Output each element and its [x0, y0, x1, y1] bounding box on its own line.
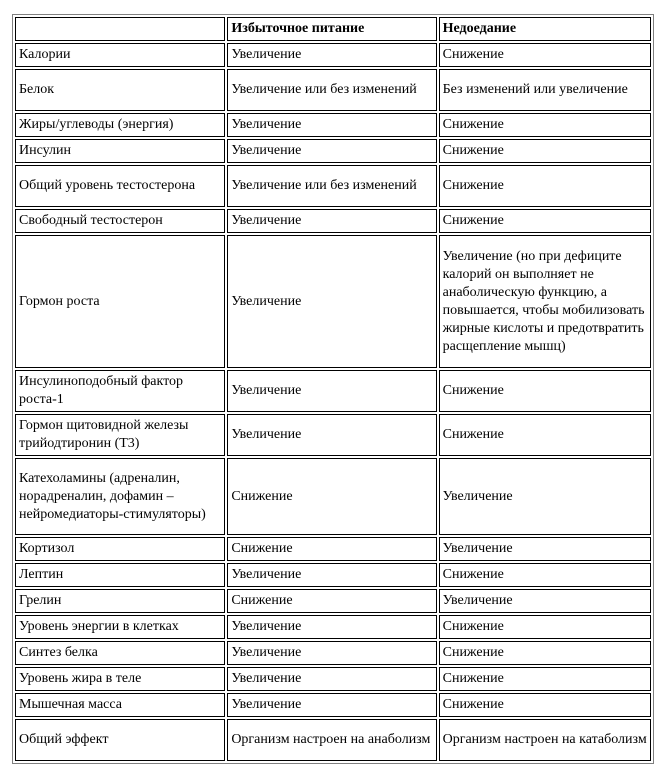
overeating-cell: Увеличение	[227, 235, 436, 368]
undereating-cell: Увеличение	[439, 589, 651, 613]
comparison-table	[12, 14, 654, 764]
table-row	[15, 693, 651, 717]
undereating-cell: Организм настроен на катаболизм	[439, 719, 651, 761]
overeating-cell: Увеличение	[227, 563, 436, 587]
table-row	[15, 667, 651, 691]
undereating-cell: Снижение	[439, 139, 651, 163]
overeating-cell: Увеличение	[227, 113, 436, 137]
table-row	[15, 139, 651, 163]
parameter-cell: Лептин	[15, 563, 225, 587]
table-row	[15, 458, 651, 535]
overeating-cell: Организм настроен на анаболизм	[227, 719, 436, 761]
undereating-cell: Снижение	[439, 370, 651, 412]
parameter-cell: Гормон щитовидной железы трийодтиронин (Т3)	[15, 414, 225, 456]
overeating-cell: Снижение	[227, 458, 436, 535]
overeating-cell: Увеличение или без изменений	[227, 69, 436, 111]
undereating-cell: Снижение	[439, 667, 651, 691]
undereating-cell: Снижение	[439, 693, 651, 717]
parameter-cell: Уровень жира в теле	[15, 667, 225, 691]
undereating-cell: Без изменений или увеличение	[439, 69, 651, 111]
overeating-cell: Увеличение	[227, 693, 436, 717]
undereating-cell: Снижение	[439, 113, 651, 137]
table-row	[15, 641, 651, 665]
table-row	[15, 113, 651, 137]
overeating-cell: Увеличение	[227, 370, 436, 412]
table-row	[15, 69, 651, 111]
undereating-cell: Снижение	[439, 563, 651, 587]
undereating-cell: Увеличение	[439, 537, 651, 561]
table-row	[15, 370, 651, 412]
parameter-cell: Общий уровень тестостерона	[15, 165, 225, 207]
parameter-cell: Мышечная масса	[15, 693, 225, 717]
table-row	[15, 414, 651, 456]
table-header-row	[15, 17, 651, 41]
comparison-table-wrapper	[12, 14, 654, 764]
table-row	[15, 563, 651, 587]
parameter-cell: Свободный тестостерон	[15, 209, 225, 233]
overeating-cell: Увеличение или без изменений	[227, 165, 436, 207]
undereating-cell: Снижение	[439, 165, 651, 207]
parameter-cell: Инсулиноподобный фактор роста-1	[15, 370, 225, 412]
parameter-cell: Грелин	[15, 589, 225, 613]
overeating-cell: Увеличение	[227, 667, 436, 691]
table-row	[15, 719, 651, 761]
undereating-cell: Снижение	[439, 641, 651, 665]
undereating-cell: Увеличение	[439, 458, 651, 535]
header-cell-undereating: Недоедание	[439, 17, 651, 41]
table-row	[15, 235, 651, 368]
undereating-cell: Увеличение (но при дефиците калорий он выполняет не анаболическую функцию, а повышается, чтобы мобилизовать жирные кислоты и предотвратить расщепление мышц)	[439, 235, 651, 368]
overeating-cell: Увеличение	[227, 139, 436, 163]
overeating-cell: Снижение	[227, 589, 436, 613]
parameter-cell: Инсулин	[15, 139, 225, 163]
undereating-cell: Снижение	[439, 615, 651, 639]
overeating-cell: Увеличение	[227, 414, 436, 456]
parameter-cell: Катехоламины (адреналин, норадреналин, дофамин – нейромедиаторы-стимуляторы)	[15, 458, 225, 535]
parameter-cell: Калории	[15, 43, 225, 67]
overeating-cell: Увеличение	[227, 615, 436, 639]
parameter-cell: Общий эффект	[15, 719, 225, 761]
undereating-cell: Снижение	[439, 414, 651, 456]
overeating-cell: Увеличение	[227, 209, 436, 233]
table-row	[15, 615, 651, 639]
overeating-cell: Увеличение	[227, 641, 436, 665]
parameter-cell: Синтез белка	[15, 641, 225, 665]
overeating-cell: Увеличение	[227, 43, 436, 67]
header-cell-overeating: Избыточное питание	[227, 17, 436, 41]
parameter-cell: Кортизол	[15, 537, 225, 561]
parameter-cell: Белок	[15, 69, 225, 111]
table-row	[15, 589, 651, 613]
table-row	[15, 165, 651, 207]
parameter-cell: Гормон роста	[15, 235, 225, 368]
parameter-cell: Уровень энергии в клетках	[15, 615, 225, 639]
undereating-cell: Снижение	[439, 209, 651, 233]
table-row	[15, 537, 651, 561]
header-cell-parameter	[15, 17, 225, 41]
table-row	[15, 209, 651, 233]
undereating-cell: Снижение	[439, 43, 651, 67]
parameter-cell: Жиры/углеводы (энергия)	[15, 113, 225, 137]
overeating-cell: Снижение	[227, 537, 436, 561]
table-row	[15, 43, 651, 67]
